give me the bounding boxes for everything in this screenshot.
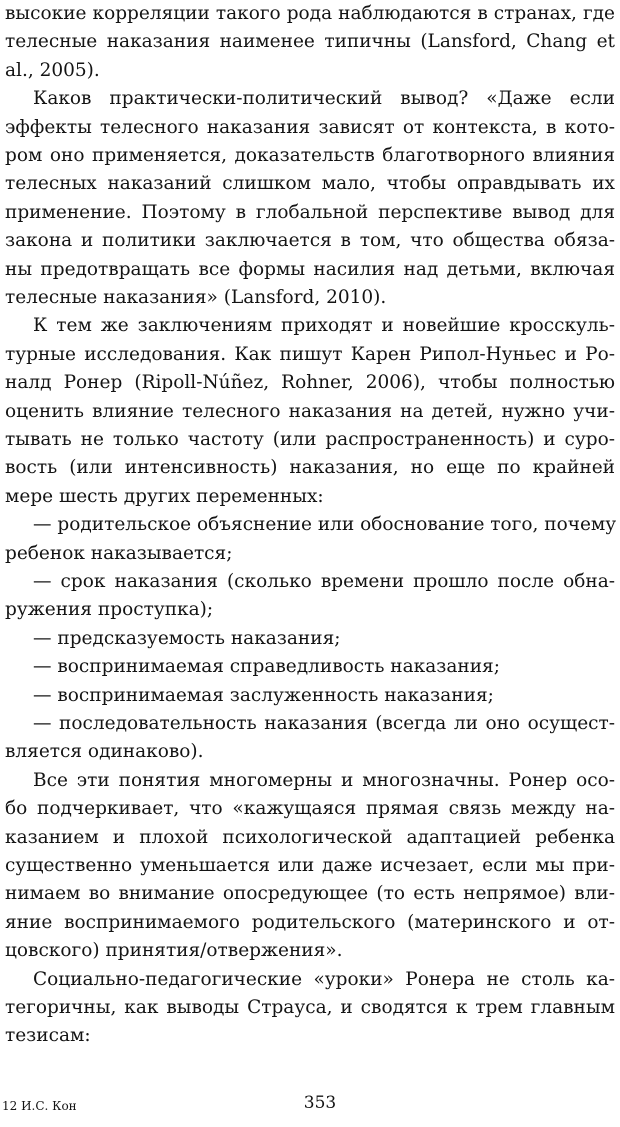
text-line: ружения проступка); — [5, 599, 214, 621]
text-line: — воспринимаемая справедливость наказания; — [33, 656, 500, 678]
text-line: — предсказуемость наказания; — [33, 627, 341, 649]
page-number: 353 — [303, 1093, 337, 1113]
text-line: телесных наказаний слишком мало, чтобы оправдывать их — [5, 173, 615, 195]
text-line: — родительское объяснение или обоснование того, почему — [33, 514, 617, 536]
text-line: яние воспринимаемого родительского (материнского и от- — [5, 911, 615, 933]
text-line: бо подчеркивает, что «кажущаяся прямая связь между на- — [5, 798, 615, 820]
text-line: — срок наказания (сколько времени прошло после обна- — [33, 571, 615, 592]
text-line: оценить влияние телесного наказания на детей, нужно учи- — [5, 400, 615, 422]
text-line: ребенок наказывается; — [5, 542, 233, 564]
text-line: казанием и плохой психологической адаптацией ребенка — [5, 826, 615, 848]
text-line: телесные наказания» (Lansford, 2010). — [5, 287, 387, 308]
text-line: — последовательность наказания (всегда ли оно осущест- — [33, 713, 615, 734]
text-line: тегоричны, как выводы Страуса, и сводятся к трем главным — [5, 997, 615, 1018]
text-line: ром оно применяется, доказательств благотворного влияния — [5, 145, 615, 166]
text-line: цовского) принятия/отвержения». — [5, 940, 343, 962]
text-line: Все эти понятия многомерны и многозначны. Ронер осо- — [33, 769, 615, 791]
text-line: существенно уменьшается или даже исчезает, если мы при- — [5, 855, 615, 876]
text-line: нимаем во внимание опосредующее (то есть непрямое) вли- — [5, 883, 615, 905]
text-line: — воспринимаемая заслуженность наказания; — [33, 684, 494, 706]
text-line: Социально-педагогические «уроки» Ронера не столь ка- — [33, 968, 615, 990]
printer-signature: 12 И.С. Кон — [2, 1099, 77, 1113]
text-line: К тем же заключениям приходят и новейшие кросскуль- — [33, 315, 615, 337]
text-line: Каков практически-политический вывод? «Даже если — [33, 88, 615, 110]
text-line: ны предотвращать все формы насилия над детьми, включая — [5, 258, 615, 280]
text-line: тезисам: — [5, 1025, 91, 1047]
text-line: турные исследования. Как пишут Карен Рипол-Нуньес и Ро- — [5, 343, 615, 365]
text-line: al., 2005). — [5, 59, 100, 81]
text-line: мере шесть других переменных: — [5, 485, 324, 507]
text-line: тывать не только частоту (или распространенность) и суро- — [5, 429, 615, 450]
text-line: эффекты телесного наказания зависят от контекста, в кото- — [5, 116, 615, 138]
text-line: вость (или интенсивность) наказания, но еще по крайней — [5, 457, 615, 479]
text-line: закона и политики заключается в том, что общества обяза- — [5, 230, 615, 252]
text-line: применение. Поэтому в глобальной перспективе вывод для — [5, 201, 615, 223]
text-line: вляется одинаково). — [5, 741, 204, 763]
text-line: телесные наказания наименее типичны (Lansford, Chang et — [5, 31, 615, 53]
text-line: высокие корреляции такого рода наблюдаются в странах, где — [5, 3, 615, 24]
text-line: налд Ронер (Ripoll-Núñez, Rohner, 2006), чтобы полностью — [5, 372, 615, 394]
